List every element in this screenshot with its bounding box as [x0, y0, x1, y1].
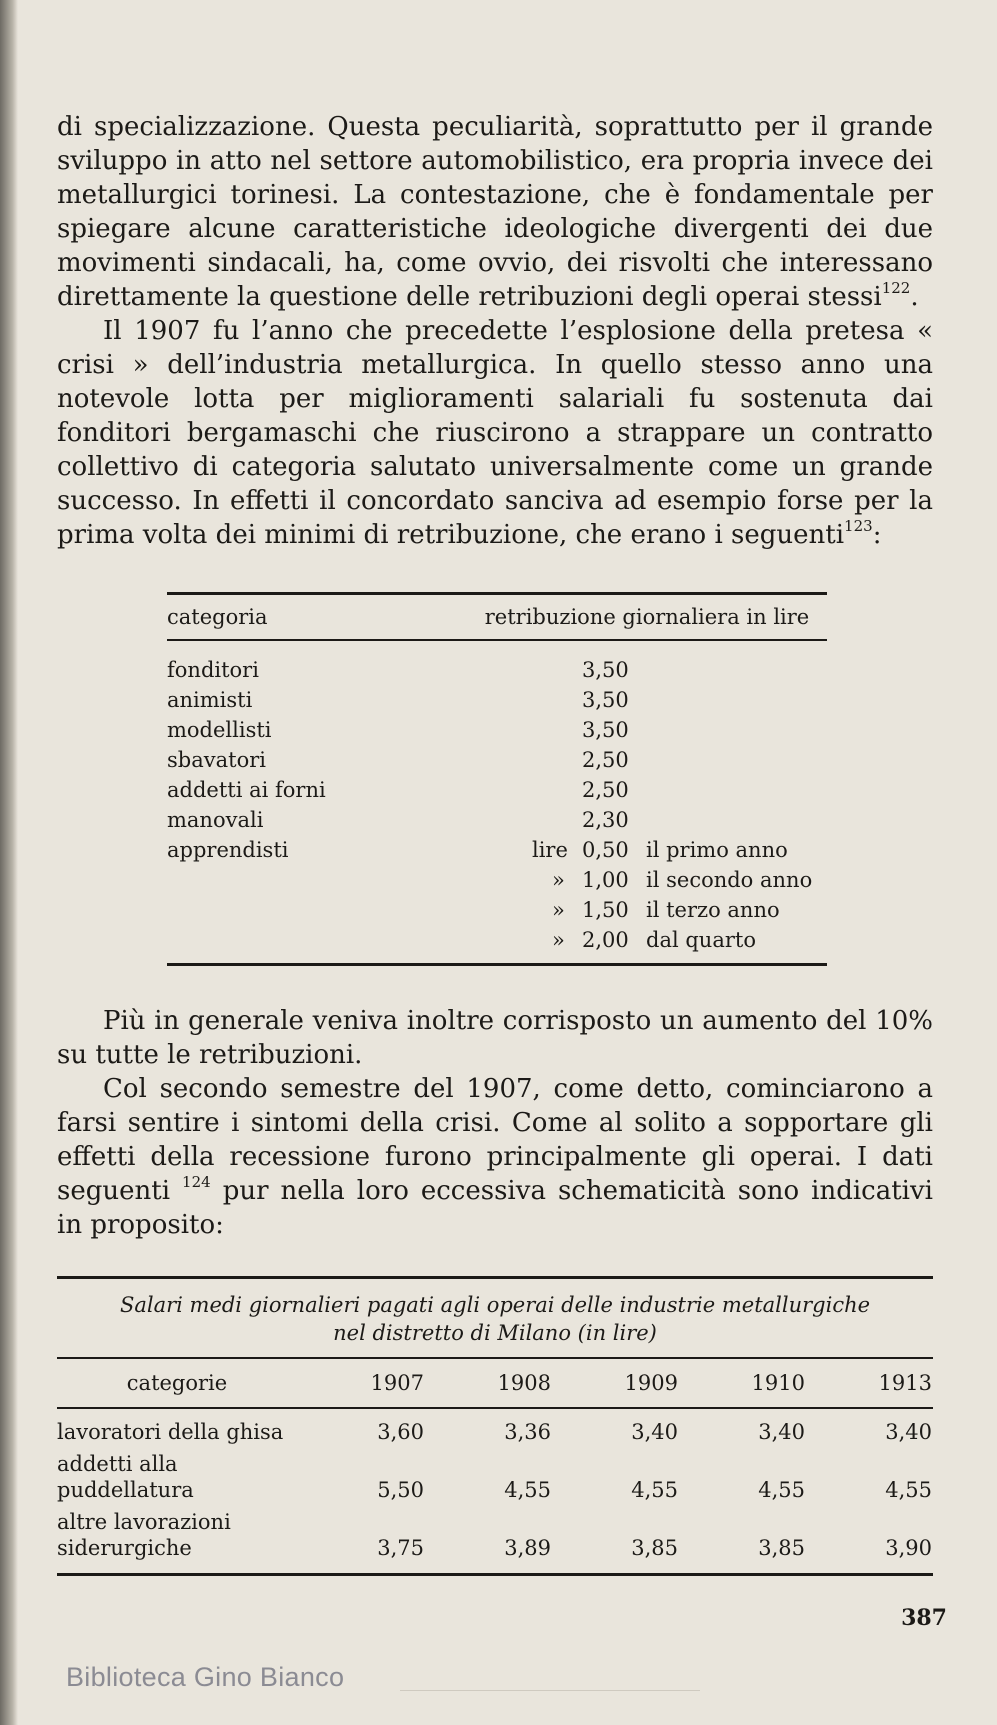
stamp-underline	[400, 1690, 700, 1691]
table2-head-cell: categorie	[126, 1371, 228, 1395]
table1-header	[167, 595, 827, 639]
table1-category: modellisti	[167, 718, 272, 742]
table2-value: 3,89	[504, 1536, 551, 1560]
page-body	[57, 110, 933, 1576]
paragraph-3: Più in generale veniva inoltre corrisposto un aumento del 10% su tutte le retribuzioni.	[57, 1006, 933, 1070]
table2-caption	[57, 1279, 933, 1357]
table2-row-label	[57, 1451, 297, 1503]
table1-ditto-mark: »	[552, 868, 565, 892]
table1-category: apprendisti	[167, 838, 289, 862]
table2-value: 4,55	[758, 1478, 805, 1502]
table1-row	[167, 685, 827, 715]
paragraph-2: Il 1907 fu l’anno che precedette l’esplosione della pretesa « crisi » dell’industria metallurgica. In quello stesso anno una notevole lotta per miglioramenti salariali fu sostenuta dai fonditori bergamaschi che riuscirono a strappare un contratto collettivo di categoria salutato universalmente come un grande successo. In effetti il concordato sanciva ad esempio forse per la prima volta dei minimi di retribuzione, che erano i seguenti$^{123}$:	[57, 316, 933, 550]
page-number: 387	[901, 1605, 947, 1631]
table2-value: 3,90	[885, 1536, 932, 1560]
milan-wages-table	[57, 1276, 933, 1576]
table1-value: 2,50	[582, 778, 629, 802]
table2-row-label-line1: addetti alla	[57, 1452, 178, 1476]
table2-value: 3,40	[631, 1420, 678, 1444]
table2-value: 3,40	[885, 1420, 932, 1444]
table2-head-cell: 1909	[624, 1371, 678, 1395]
table2-row	[57, 1451, 933, 1503]
table1-row-continued	[167, 925, 827, 955]
footnote-ref-124: 124	[182, 1173, 211, 1191]
paragraph-4-text: Col secondo semestre del 1907, come detto, cominciarono a farsi sentire i sintomi della crisi. Come al solito a sopportare gli effetti della recessione furono principalmente gli operai. I dati seguenti	[57, 1074, 933, 1206]
table1-value: 2,50	[582, 748, 629, 772]
table2-value: 3,85	[758, 1536, 805, 1560]
table1-ditto-mark: »	[552, 898, 565, 922]
table2-head-cell: 1910	[751, 1371, 805, 1395]
table2-body	[57, 1409, 933, 1573]
table2-row-label-line1: lavoratori della ghisa	[57, 1420, 284, 1444]
paragraph-1: di specializzazione. Questa peculiarità, soprattutto per il grande sviluppo in atto nel settore automobilistico, era propria invece dei metallurgici torinesi. La contestazione, che è fondamentale per spiegare alcune caratteristiche ideologiche divergenti dei due movimenti sindacali, ha, come ovvio, dei risvolti che interessano direttamente la questione delle retribuzioni degli operai stessi$^{122}$.	[57, 112, 933, 312]
paragraph-4-text-cont: pur nella loro eccessiva schematicità sono indicativi in proposito:	[57, 1176, 933, 1240]
table1-value: 1,50	[582, 898, 629, 922]
table2-row-label	[57, 1509, 297, 1561]
table1-category: addetti ai forni	[167, 778, 326, 802]
table1-category: sbavatori	[167, 748, 266, 772]
table1-row	[167, 715, 827, 745]
table1-value: 3,50	[582, 688, 629, 712]
table1-note: il terzo anno	[646, 898, 780, 922]
table1-row	[167, 655, 827, 685]
table2-head-cell: 1907	[370, 1371, 424, 1395]
table2-row	[57, 1509, 933, 1561]
table2-value: 3,36	[504, 1420, 551, 1444]
wage-minimums-table	[167, 592, 827, 966]
table1-body	[167, 641, 827, 963]
table2-value: 3,75	[377, 1536, 424, 1560]
table1-row-continued	[167, 895, 827, 925]
table2-row-label	[57, 1419, 297, 1445]
table1-value: 0,50	[582, 838, 629, 862]
table1-ditto-mark: »	[552, 928, 565, 952]
table2-value: 3,85	[631, 1536, 678, 1560]
table1-row-continued	[167, 865, 827, 895]
table2-row-label-line2: puddellatura	[57, 1478, 194, 1502]
table1-note: dal quarto	[646, 928, 756, 952]
paragraph-2-text: Il 1907 fu l’anno che precedette l’esplosione della pretesa « crisi » dell’industria metallurgica. In quello stesso anno una notevole lotta per miglioramenti salariali fu sostenuta dai fonditori bergamaschi che riuscirono a strappare un contratto collettivo di categoria salutato universalmente come un grande successo. In effetti il concordato sanciva ad esempio forse per la prima volta dei minimi di retribuzione, che erano i seguenti	[57, 316, 933, 550]
table1-category: animisti	[167, 688, 253, 712]
paragraph-1-text: di specializzazione. Questa peculiarità, soprattutto per il grande sviluppo in atto nel settore automobilistico, era propria invece dei metallurgici torinesi. La contestazione, che è fondamentale per spiegare alcune caratteristiche ideologiche divergenti dei due movimenti sindacali, ha, come ovvio, dei risvolti che interessano direttamente la questione delle retribuzioni degli operai stessi	[57, 112, 933, 312]
table1-row	[167, 775, 827, 805]
table2-caption-line1: Salari medi giornalieri pagati agli operai delle industrie metallurgiche	[119, 1293, 871, 1317]
table2-value: 5,50	[377, 1478, 424, 1502]
table2-head-cell: 1913	[878, 1371, 932, 1395]
table2-value: 4,55	[504, 1478, 551, 1502]
book-spine-shadow	[0, 0, 18, 1725]
table1-value: 2,30	[582, 808, 629, 832]
table1-note: il secondo anno	[646, 868, 813, 892]
table2-caption-line2: nel distretto di Milano (in lire)	[333, 1321, 657, 1345]
paragraph-4	[57, 1072, 933, 1242]
table1-prefix: lire	[532, 838, 568, 862]
table1-head-pay: retribuzione giornaliera in lire	[484, 605, 810, 629]
table2-row-label-line2: siderurgiche	[57, 1536, 192, 1560]
table1-value: 3,50	[582, 718, 629, 742]
table2-header	[57, 1359, 933, 1407]
table2-value: 4,55	[885, 1478, 932, 1502]
table1-category: fonditori	[167, 658, 259, 682]
table1-category: manovali	[167, 808, 264, 832]
table1-head-category: categoria	[167, 605, 268, 629]
table2-value: 4,55	[631, 1478, 678, 1502]
table1-value: 2,00	[582, 928, 629, 952]
table1-note: il primo anno	[646, 838, 788, 862]
footnote-ref-122: 122	[881, 279, 911, 297]
table2-row	[57, 1419, 933, 1445]
footnote-ref-123: 123	[844, 517, 873, 535]
table2-row-label-line1: altre lavorazioni	[57, 1510, 231, 1534]
table1-value: 1,00	[582, 868, 629, 892]
table2-value: 3,40	[758, 1420, 805, 1444]
table1-row	[167, 805, 827, 835]
library-stamp: Biblioteca Gino Bianco	[66, 1662, 345, 1692]
table2-value: 3,60	[377, 1420, 424, 1444]
table1-row	[167, 745, 827, 775]
table1-value: 3,50	[582, 658, 629, 682]
table2-head-cell: 1908	[497, 1371, 551, 1395]
table1-row	[167, 835, 827, 865]
